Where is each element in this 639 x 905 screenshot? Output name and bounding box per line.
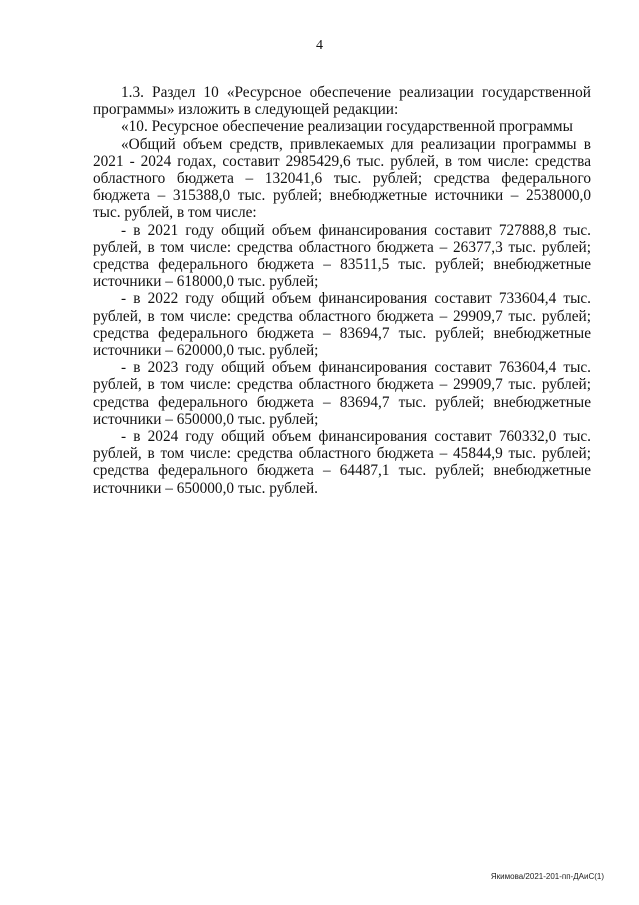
funding-2022-paragraph: - в 2022 году общий объем финансирования составит 733604,4 тыс. рублей, в том числе: средства областного бюджета – 29909,7 тыс. рублей; средства федерального бюджета – 83694,7 тыс. рублей; внебюджетные источники – 620000,0 тыс. рублей; [93, 290, 591, 360]
amendment-paragraph: 1.3. Раздел 10 «Ресурсное обеспечение реализации государственной программы» изложить в следующей редакции: [93, 84, 591, 119]
funding-2021-paragraph: - в 2021 году общий объем финансирования составит 727888,8 тыс. рублей, в том числе: средства областного бюджета – 26377,3 тыс. рублей; средства федерального бюджета – 83511,5 тыс. рублей; внебюджетные источники – 618000,0 тыс. рублей; [93, 221, 591, 291]
section-heading: «10. Ресурсное обеспечение реализации государственной программы [121, 118, 573, 136]
funding-2023-paragraph: - в 2023 году общий объем финансирования составит 763604,4 тыс. рублей, в том числе: средства областного бюджета – 29909,7 тыс. рублей; средства федерального бюджета – 83694,7 тыс. рублей; внебюджетные источники – 650000,0 тыс. рублей; [93, 359, 591, 428]
document-body [93, 84, 591, 497]
document-code: Якимова/2021-201-пп-ДАиС(1) [490, 872, 604, 881]
funding-2024-paragraph: - в 2024 году общий объем финансирования составит 760332,0 тыс. рублей, в том числе: средства областного бюджета – 45844,9 тыс. рублей; средства федерального бюджета – 64487,1 тыс. рублей; внебюджетные источники – 650000,0 тыс. рублей. [93, 428, 591, 497]
total-funding-paragraph: «Общий объем средств, привлекаемых для реализации программы в 2021 - 2024 годах, составит 2985429,6 тыс. рублей, в том числе: средства областного бюджета – 132041,6 тыс. рублей; средства федерального бюджета – 315388,0 тыс. рублей; внебюджетные источники – 2538000,0 тыс. рублей, в том числе: [93, 135, 591, 222]
page-number: 4 [316, 38, 323, 53]
